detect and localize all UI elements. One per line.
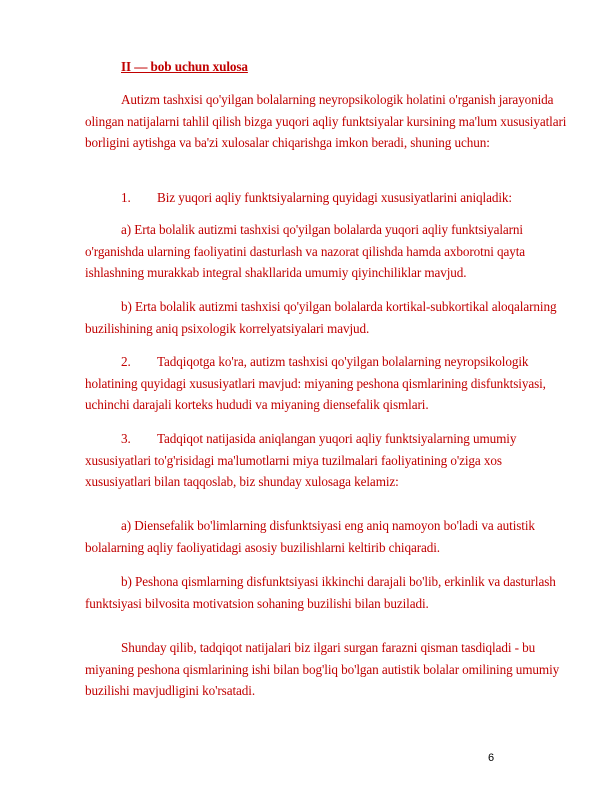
- list-number-2: 2.: [121, 354, 131, 369]
- paragraph-conclusion: Shunday qilib, tadqiqot natijalari biz ilgari surgan farazni qisman tasdiqladi - bu miyaning peshona qismlarining ishi bilan bog'liq bo'lgan autistik bolalar omilining umumiy buzilishi mavjudligini ko'rsatadi.: [85, 640, 560, 699]
- paragraph-intro: Autizm tashxisi qo'yilgan bolalarning neyropsikologik holatini o'rganish jarayonida olingan natijalarni tahlil qilish bizga yuqori aqliy funktsiyalar kursining ma'lum xususiyatlari borligini aytishga va ba'zi xulosalar chiqarishga imkon beradi, shuning uchun:: [85, 92, 567, 151]
- page-number: 6: [488, 752, 495, 764]
- list-item-1: [85, 187, 571, 209]
- list-item-1-text: Biz yuqori aqliy funktsiyalarning quyidagi xususiyatlarini aniqladik:: [157, 190, 512, 205]
- paragraph-1a: a) Erta bolalik autizmi tashxisi qo'yilgan bolalarda yuqori aqliy funktsiyalarni o'rganishda ularning faoliyatini dasturlash va nazorat qilishda hamda axborotni qayta ishlashning murakkab integral shakllarida umumiy qiyinchiliklar mavjud.: [85, 222, 526, 281]
- paragraph-3a: a) Diensefalik bo'limlarning disfunktsiyasi eng aniq namoyon bo'ladi va autistik bolalarning aqliy faoliyatidagi asosiy buzilishlarni keltirib chiqaradi.: [85, 518, 535, 555]
- section-heading: II — bob uchun xulosa: [121, 59, 248, 74]
- list-item-3-text: Tadqiqot natijasida aniqlangan yuqori aqliy funktsiyalarning umumiy xususiyatlari to'g'risidagi ma'lumotlarni miya tuzilmalari faoliyatining o'ziga xos xususiyatlari bilan taqqoslab, biz shunday xulosaga kelamiz:: [85, 431, 517, 490]
- paragraph-3b: b) Peshona qismlarning disfunktsiyasi ikkinchi darajali bo'lib, erkinlik va dasturlash funktsiyasi bilvosita motivatsion sohaning buzilishi bilan buziladi.: [85, 574, 556, 611]
- list-item-3: [85, 428, 571, 493]
- list-item-2: [85, 351, 571, 416]
- list-number-3: 3.: [121, 431, 131, 446]
- paragraph-1b: b) Erta bolalik autizmi tashxisi qo'yilgan bolalarda kortikal-subkortikal aloqalarning buzilishining aniq psixologik korrelyatsiyalari mavjud.: [85, 299, 557, 336]
- list-number-1: 1.: [121, 190, 131, 205]
- list-item-2-text: Tadqiqotga ko'ra, autizm tashxisi qo'yilgan bolalarning neyropsikologik holatining quyidagi xususiyatlari mavjud: miyaning peshona qismlarining disfunktsiyasi, uchinchi darajali korteks hududi va miyaning diensefalik qismlari.: [85, 354, 546, 413]
